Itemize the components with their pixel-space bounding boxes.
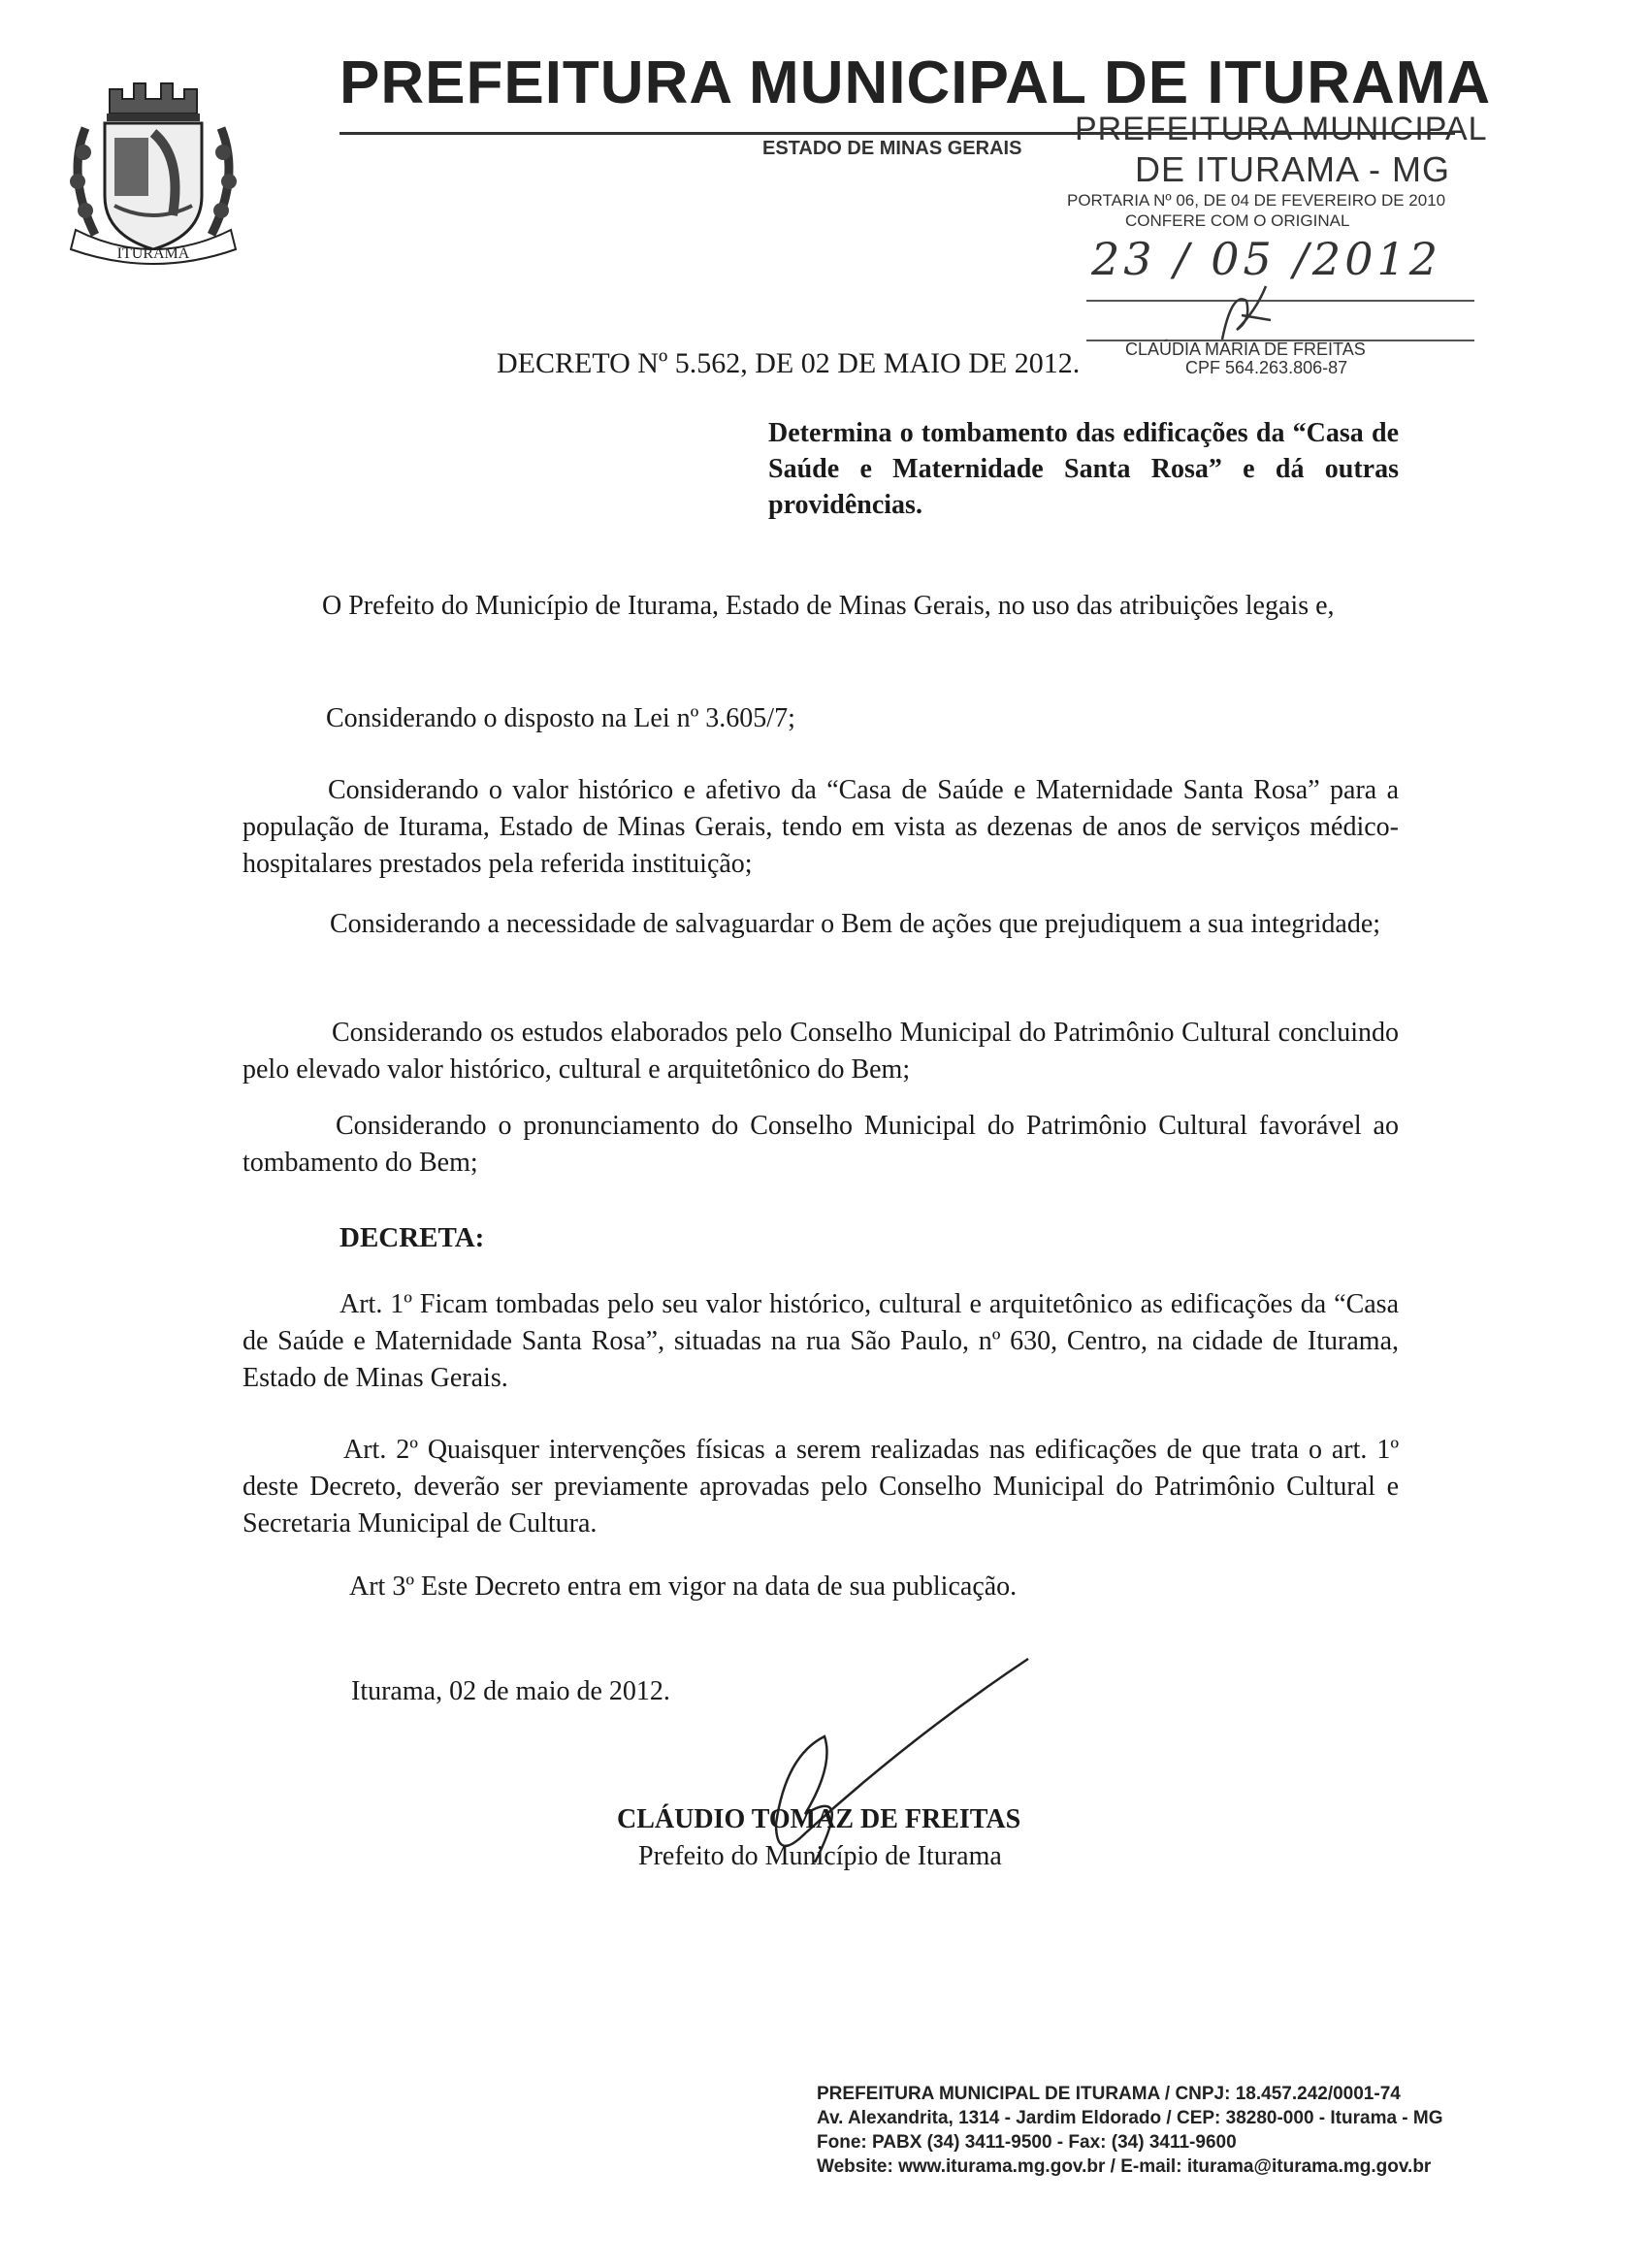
crest-ribbon-text: ITURAMA [116,245,190,262]
consideration-2: Considerando o valor histórico e afetivo da “Casa de Saúde e Maternidade Santa Rosa” para a população de Iturama, Estado de Minas Gerais, tendo em vista as dezenas de anos de serviços médico-hospitalares prestados pela referida instituição; [242,775,1399,879]
municipal-crest-icon [56,70,250,274]
preamble-paragraph: O Prefeito do Município de Iturama, Estado de Minas Gerais, no uso das atribuições legais e, [322,591,1335,621]
stamp-date-line [1086,300,1474,302]
footer-line-4: Website: www.iturama.mg.gov.br / E-mail: iturama@iturama.mg.gov.br [817,2156,1432,2177]
stamp-signer-cpf: CPF 564.263.806-87 [1185,358,1348,377]
stamp-line-1: PREFEITURA MUNICIPAL [1075,111,1488,147]
footer-line-3: Fone: PABX (34) 3411-9500 - Fax: (34) 3411-9600 [817,2132,1237,2153]
article-1: Art. 1º Ficam tombadas pelo seu valor histórico, cultural e arquitetônico as edificações da “Casa de Saúde e Maternidade Santa Rosa”, situadas na rua São Paulo, nº 630, Centro, na cidade de Iturama, Estado de Minas Gerais. [242,1289,1399,1393]
article-2: Art. 2º Quaisquer intervenções físicas a serem realizadas nas edificações de que trata o art. 1º deste Decreto, deverão ser previamente aprovadas pelo Conselho Municipal do Patrimônio Cultural e Secretaria Municipal de Cultura. [242,1435,1399,1539]
signer-name: CLÁUDIO TOMAZ DE FREITAS [617,1804,1021,1834]
decree-title: DECRETO Nº 5.562, DE 02 DE MAIO DE 2012. [497,347,1081,379]
stamp-line-2: DE ITURAMA - MG [1135,149,1451,189]
consideration-3: Considerando a necessidade de salvaguardar o Bem de ações que prejudiquem a sua integridade; [330,909,1381,939]
footer-line-1: PREFEITURA MUNICIPAL DE ITURAMA / CNPJ: 18.457.242/0001-74 [817,2084,1401,2104]
page-title: PREFEITURA MUNICIPAL DE ITURAMA [340,49,1492,116]
mayor-signature-icon [718,1639,1048,1872]
stamp-handwritten-date: 23 / 05 /2012 [1091,233,1441,285]
article-3: Art 3º Este Decreto entra em vigor na data de sua publicação. [349,1571,1018,1602]
footer-line-2: Av. Alexandrita, 1314 - Jardim Eldorado / CEP: 38280-000 - Iturama - MG [817,2108,1443,2128]
decreta-heading: DECRETA: [340,1222,485,1253]
state-subtitle: ESTADO DE MINAS GERAIS [762,138,1022,159]
consideration-4: Considerando os estudos elaborados pelo Conselho Municipal do Patrimônio Cultural concluindo pelo elevado valor histórico, cultural e arquitetônico do Bem; [242,1018,1399,1085]
consideration-5: Considerando o pronunciamento do Conselho Municipal do Patrimônio Cultural favorável ao tombamento do Bem; [242,1111,1399,1178]
signer-role: Prefeito do Município de Iturama [638,1841,1002,1871]
stamp-portaria: PORTARIA Nº 06, DE 04 DE FEVEREIRO DE 2010 [1067,191,1446,210]
footer-contact [817,2082,1443,2179]
stamp-signer-name: CLAÚDIA MARIA DE FREITAS [1125,340,1366,359]
decree-summary: Determina o tombamento das edificações da “Casa de Saúde e Maternidade Santa Rosa” e dá outras providências. [768,418,1399,520]
stamp-confere: CONFERE COM O ORIGINAL [1125,211,1350,230]
consideration-1: Considerando o disposto na Lei nº 3.605/7; [326,703,795,733]
place-and-date: Iturama, 02 de maio de 2012. [351,1676,670,1706]
